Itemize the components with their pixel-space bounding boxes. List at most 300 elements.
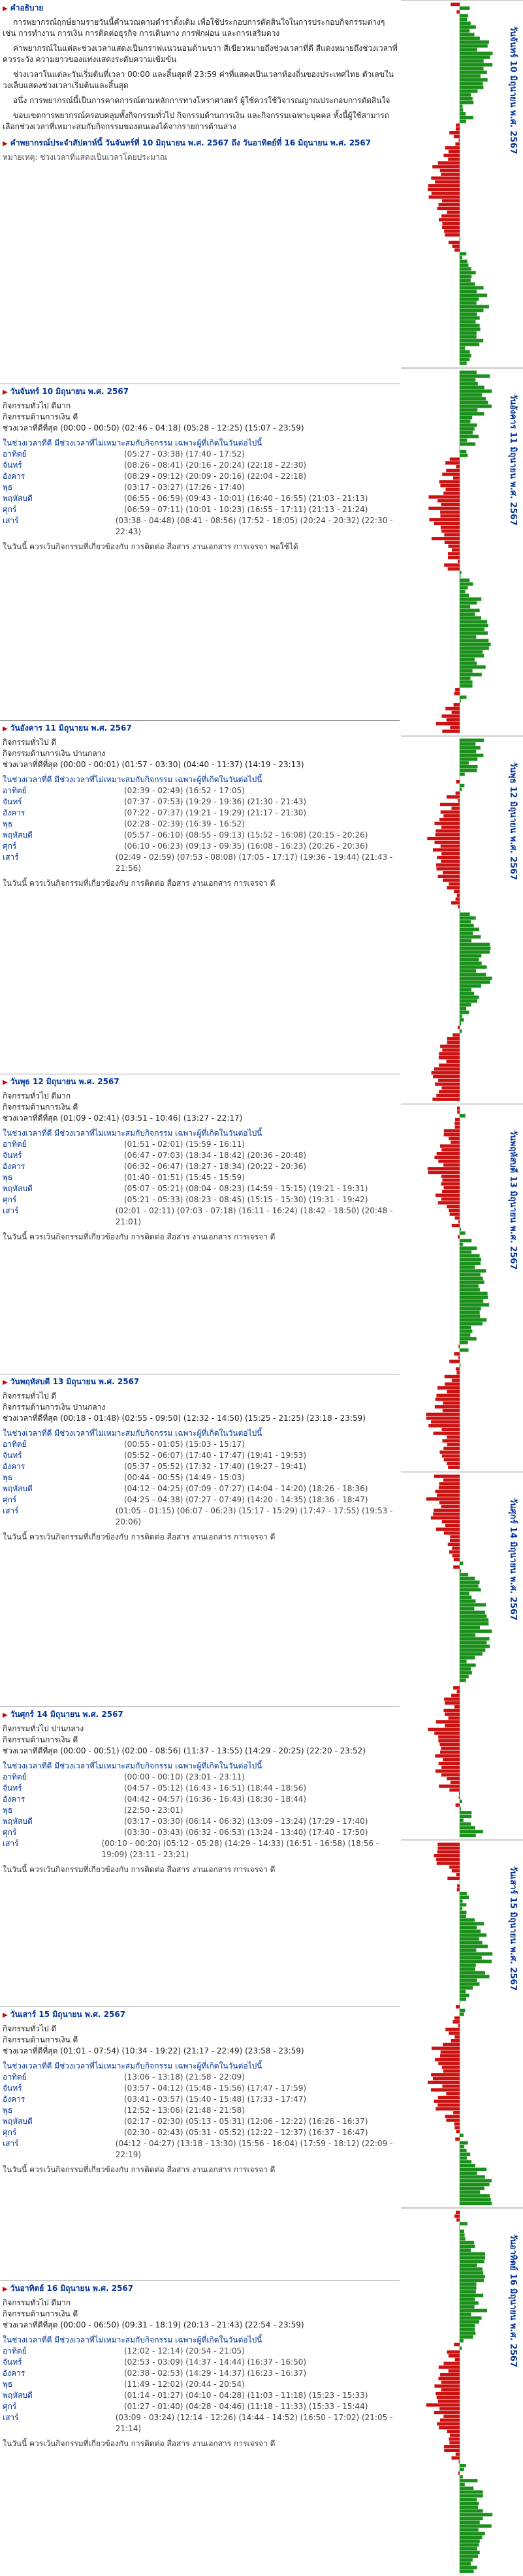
chart-bar	[460, 1926, 477, 1929]
weekday-row	[3, 2368, 398, 2379]
weekday-name: ศุกร์	[3, 1195, 17, 1204]
chart-bar	[441, 526, 460, 529]
chart-bar	[460, 1232, 466, 1235]
intro-paragraph: การพยากรณ์ฤกษ์ยามรายวันนี้คำนวณตามตำราดั้งเดิม เพื่อใช้ประกอบการตัดสินใจในการประกอบกิจกรรมต่างๆ เช่น การทำงาน การเงิน การติดต่อธุรกิจ การเดินทาง การพักผ่อน และการเสริมดวง	[3, 18, 385, 38]
chart-bar	[460, 2483, 465, 2486]
chart-bar	[460, 1341, 468, 1344]
chart-bar	[460, 2543, 479, 2547]
weekday-name: ศุกร์	[3, 1495, 17, 1504]
chart-bar	[460, 943, 490, 946]
weekday-times: (01:14 - 01:27) (04:10 - 04:28) (11:03 - 11:18) (15:23 - 15:33)	[124, 2391, 368, 2400]
chart-bar	[449, 1360, 460, 1363]
chart-bar	[460, 1900, 462, 1903]
chart-bar	[457, 1106, 460, 1110]
day-footer: ในวันนี้ ควรเว้นกิจกรรมที่เกี่ยวข้องกับ การติดต่อ สื่อสาร งานเอกสาร การเจรจา ดี	[3, 1232, 276, 1241]
chart-bar	[460, 2494, 483, 2497]
chart-bar	[460, 2464, 466, 2467]
weekday-name: พฤหัสบดี	[3, 494, 33, 503]
chart-bar	[460, 917, 476, 920]
chart-bar	[460, 271, 476, 274]
chart-bar	[460, 320, 475, 324]
weekday-times: (00:55 - 01:05) (15:03 - 15:17)	[124, 1440, 245, 1449]
chart-bar	[439, 1451, 460, 1454]
chart-bar	[434, 2100, 460, 2103]
chart-bar	[449, 2369, 460, 2372]
chart-bar	[460, 371, 477, 374]
weekday-times: (00:00 - 00:10) (23:01 - 23:11)	[124, 1772, 245, 1781]
chart-bar	[432, 192, 460, 195]
chart-bar	[445, 1724, 460, 1727]
chart-bar	[460, 2134, 464, 2137]
chart-bar	[460, 1247, 477, 1250]
weekday-times: (02:28 - 02:39) (16:39 - 16:52)	[124, 819, 245, 828]
chart-bar	[437, 2103, 460, 2106]
chart-bar	[443, 1709, 460, 1712]
weekday-row	[3, 830, 398, 841]
weekday-row	[3, 2346, 398, 2357]
chart-bar	[460, 1265, 475, 1269]
weekday-name: อังคาร	[3, 1795, 25, 1804]
weekday-times: (13:06 - 13:18) (21:58 - 22:09)	[124, 2072, 245, 2082]
weekday-times: (22:50 - 23:01)	[124, 1806, 183, 1815]
chart-bar	[437, 1862, 460, 1865]
weekday-name: เสาร์	[3, 2139, 19, 2148]
chart-bar	[454, 890, 460, 893]
chart-bar	[460, 742, 475, 746]
chart-bar	[428, 507, 460, 510]
chart-bar	[452, 1224, 460, 1227]
chart-bar	[442, 1048, 460, 1052]
chart-bar	[450, 1213, 460, 1216]
chart-bar	[436, 833, 460, 836]
chart-bar	[460, 404, 492, 408]
weekday-times: (12:02 - 12:14) (20:54 - 21:05)	[124, 2346, 245, 2356]
chart-bar	[460, 1644, 490, 1648]
chart-bar	[460, 427, 475, 431]
chart-bar	[460, 2290, 476, 2294]
chart-bar	[426, 1413, 460, 1416]
weekday-name: อาทิตย์	[3, 1440, 27, 1449]
chart-bar	[441, 826, 460, 829]
chart-bar	[439, 1056, 460, 1059]
chart-bar	[456, 10, 460, 14]
chart-bar	[448, 158, 460, 161]
chart-bar	[460, 59, 484, 63]
chart-bar	[460, 1007, 466, 1010]
chart-bar	[456, 123, 460, 127]
chart-bar	[460, 2198, 491, 2201]
chart-bar	[460, 2487, 473, 2490]
chart-bar	[460, 772, 465, 776]
weekday-row	[3, 1194, 398, 1205]
chart-bar	[460, 67, 484, 70]
day-note: ในช่วงเวลาที่ดี มีช่วงเวลาที่ไม่เหมาะสมกับกิจกรรม เฉพาะผู้ที่เกิดในวันต่อไปนี้	[3, 438, 262, 447]
chart-bar	[460, 14, 468, 17]
chart-bar	[460, 2562, 471, 2566]
chart-bar	[445, 1382, 460, 1386]
chart-bar	[460, 2160, 471, 2163]
chart-bar	[456, 1804, 460, 1807]
chart-bar	[451, 3, 460, 6]
chart-bar	[460, 2305, 475, 2309]
day-footer: ในวันนี้ ควรเว้นกิจกรรมที่เกี่ยวข้องกับ การติดต่อ สื่อสาร งานเอกสาร การเจรจา ดี	[3, 1532, 276, 1541]
weekday-name: อาทิตย์	[3, 449, 27, 459]
chart-bar	[460, 1807, 461, 1810]
weekday-row	[3, 1783, 398, 1794]
chart-bar	[460, 1648, 485, 1652]
chart-bar	[434, 1732, 460, 1735]
chart-bar	[434, 2411, 460, 2414]
chart-bar	[446, 2119, 460, 2122]
chart-bar	[454, 1122, 460, 1125]
day-title: ▶ วันจันทร์ 10 มิถุนายน พ.ศ. 2567	[3, 386, 398, 398]
chart-bar	[460, 1993, 469, 1997]
weekday-times: (00:44 - 00:55) (14:49 - 15:03)	[124, 1473, 245, 1482]
chart-bar	[438, 2377, 460, 2380]
chart-bar	[460, 1641, 486, 1644]
chart-bar	[431, 1516, 460, 1519]
chart-bar	[457, 894, 460, 897]
chart-bar	[460, 297, 479, 301]
chart-bar	[460, 2569, 473, 2573]
chart-bar	[438, 1739, 460, 1742]
weekday-row	[3, 841, 398, 852]
chart-bar	[460, 2267, 483, 2271]
chart-bar	[437, 1843, 460, 1846]
chart-bar	[437, 1847, 460, 1850]
chart-bar	[460, 1815, 471, 1818]
chart-bar	[460, 2202, 492, 2205]
chart-bar	[460, 2012, 464, 2016]
chart-bar	[460, 2230, 464, 2233]
chart-bar	[460, 2309, 487, 2312]
chart-bar	[438, 2400, 460, 2403]
chart-bar	[444, 533, 460, 536]
chart-bar	[445, 1701, 460, 1705]
chart-bar	[460, 605, 470, 608]
chart-bar	[447, 1443, 460, 1446]
chart-bar	[436, 867, 460, 870]
chart-bar	[460, 2558, 473, 2562]
weekday-name: อังคาร	[3, 1462, 25, 1471]
chart-bar	[457, 1888, 460, 1891]
chart-bar	[460, 450, 466, 453]
chart-bar	[460, 2316, 482, 2320]
chart-bar	[460, 673, 482, 676]
chart-bar	[444, 1129, 460, 1132]
chart-bar	[460, 294, 487, 297]
weekday-row	[3, 460, 398, 471]
chart-bar	[442, 2084, 460, 2087]
chart-bar	[448, 552, 460, 555]
weekday-row	[3, 504, 398, 515]
day-summary: ช่วงเวลาที่ดีที่สุด (00:18 - 01:48) (02:55 - 09:50) (12:32 - 14:50) (15:25 - 21:25) (23:18 - 23:59)	[3, 1414, 366, 1423]
chart-bar	[460, 2264, 477, 2267]
chart-bar	[460, 89, 478, 93]
chart-bar	[460, 2249, 471, 2252]
weekday-times: (02:39 - 02:49) (16:52 - 17:05)	[124, 786, 245, 795]
chart-bar	[460, 252, 466, 255]
chart-day-label: วันอังคาร 11 มิถุนายน พ.ศ. 2567	[508, 394, 518, 526]
day-section	[3, 1709, 398, 1875]
chart-bar	[458, 2472, 460, 2475]
chart-bar	[454, 2016, 460, 2020]
weekday-times: (03:30 - 03:43) (06:32 - 06:53) (13:24 - 13:40) (17:40 - 17:50)	[124, 1828, 368, 1837]
chart-bar	[455, 1216, 460, 1219]
weekday-row	[3, 2357, 398, 2368]
chart-bar	[460, 1243, 463, 1246]
weekday-name: อังคาร	[3, 808, 25, 817]
chart-bar	[444, 1697, 460, 1701]
chart-bar	[460, 70, 487, 74]
chart-bar	[460, 1010, 469, 1014]
chart-bar	[460, 2234, 465, 2237]
weekday-name: พฤหัสบดี	[3, 2117, 33, 2126]
day-section	[3, 1076, 398, 1243]
chart-bar	[460, 1997, 466, 2001]
chart-bar	[460, 928, 479, 931]
day-summary: กิจกรรมทั่วไป ดีมาก	[3, 2298, 71, 2307]
chart-bar	[460, 699, 461, 703]
weekday-row	[3, 1772, 398, 1783]
chart-bar	[460, 74, 481, 78]
weekday-row	[3, 785, 398, 796]
chart-bar	[460, 613, 475, 616]
weekday-name: อังคาร	[3, 2095, 25, 2104]
chart-bar	[452, 1547, 460, 1550]
chart-bar	[436, 829, 460, 832]
chart-bar	[439, 1743, 460, 1746]
chart-bar	[459, 139, 460, 142]
chart-bar	[456, 791, 460, 795]
day-summary: กิจกรรมทั่วไป ดีมาก	[3, 401, 71, 410]
chart-bar	[460, 947, 490, 950]
chart-bar	[442, 1439, 460, 1442]
chart-bar	[460, 1022, 461, 1025]
chart-bar	[460, 286, 484, 289]
chart-bar	[457, 1690, 460, 1693]
chart-bar	[460, 2521, 480, 2524]
chart-bar	[450, 1535, 460, 1538]
weekday-times: (01:27 - 01:40) (04:28 - 04:46) (11:18 - 11:33) (15:33 - 15:44)	[124, 2402, 368, 2411]
chart-bar	[447, 1435, 460, 1438]
chart-bar	[460, 18, 467, 21]
chart-bar	[458, 799, 460, 802]
chart-bar	[460, 1114, 466, 1117]
chart-bar	[456, 898, 460, 901]
chart-bar	[460, 2183, 490, 2186]
chart-bar	[460, 2252, 485, 2256]
chart-bar	[460, 1990, 466, 1993]
chart-bar	[460, 1978, 477, 1982]
chart-bar	[459, 2460, 460, 2463]
chart-bar	[460, 1830, 483, 1833]
chart-bar	[460, 282, 475, 286]
chart-bar	[460, 1607, 474, 1610]
chart-bar	[460, 2539, 480, 2543]
chart-bar	[459, 1792, 460, 1795]
chart-bar	[447, 1462, 460, 1465]
intro-section	[3, 3, 398, 163]
chart-bar	[441, 852, 460, 855]
chart-bar	[460, 1318, 486, 1322]
chart-bar	[460, 290, 477, 293]
chart-bar	[440, 169, 460, 172]
weekday-row	[3, 1461, 398, 1472]
weekday-times: (05:57 - 06:10) (08:55 - 09:13) (15:52 - 16:08) (20:15 - 20:26)	[124, 830, 368, 840]
chart-bar	[452, 1869, 460, 1872]
weekday-name: อังคาร	[3, 1162, 25, 1171]
chart-bar	[460, 973, 486, 976]
weekday-name: ศุกร์	[3, 2402, 17, 2411]
day-summary: กิจกรรมทั่วไป ดี	[3, 738, 57, 747]
chart-bar	[439, 818, 460, 821]
chart-day-label: วันศุกร์ 14 มิถุนายน พ.ศ. 2567	[508, 1498, 518, 1621]
chart-bar	[460, 676, 471, 680]
chart-bar	[441, 1197, 460, 1200]
chart-bar	[460, 412, 484, 416]
chart-day-label: วันอาทิตย์ 16 มิถุนายน พ.ศ. 2567	[508, 2234, 518, 2367]
day-footer: ในวันนี้ ควรเว้นกิจกรรมที่เกี่ยวข้องกับ การติดต่อ สื่อสาร งานเอกสาร การเจรจา ดี	[3, 2165, 276, 2174]
weekday-name: จันทร์	[3, 461, 22, 470]
chart-bar	[454, 249, 460, 252]
chart-bar	[460, 1659, 467, 1663]
chart-bar	[460, 924, 474, 927]
chart-bar	[460, 1329, 472, 1333]
chart-bar	[460, 939, 471, 942]
chart-bar	[456, 2218, 460, 2221]
chart-bar	[460, 2506, 478, 2509]
weekday-row	[3, 2138, 398, 2160]
chart-bar	[460, 969, 476, 973]
chart-bar	[443, 2362, 460, 2365]
weekday-row	[3, 1472, 398, 1483]
chart-bar	[428, 1167, 460, 1170]
weekday-times: (03:17 - 03:30) (06:14 - 06:32) (13:09 - 13:24) (17:29 - 17:40)	[124, 1817, 368, 1826]
chart-bar	[452, 1554, 460, 1557]
chart-bar	[454, 692, 460, 695]
weekday-times: (05:07 - 05:21) (08:04 - 08:23) (14:59 - 15:15) (19:21 - 19:31)	[124, 1184, 368, 1193]
chart-bar	[460, 1656, 475, 1659]
chart-bar	[460, 431, 473, 434]
chart-bar	[439, 1486, 460, 1489]
chart-bar	[460, 950, 490, 954]
chart-bar	[460, 40, 489, 44]
chart-bar	[445, 461, 460, 464]
chart-bar	[432, 2047, 460, 2050]
chart-bar	[434, 2384, 460, 2387]
weekday-row	[3, 819, 398, 830]
weekday-times: (12:52 - 13:06) (21:48 - 21:58)	[124, 2106, 245, 2115]
chart-bar	[460, 1637, 490, 1641]
chart-bar	[458, 2024, 460, 2027]
chart-bar	[440, 1144, 460, 1147]
chart-bar	[460, 2241, 474, 2244]
chart-bar	[460, 2282, 477, 2286]
chart-bar	[460, 2335, 473, 2339]
chart-bar	[460, 25, 476, 29]
chart-bar	[460, 389, 492, 393]
chart-bar	[445, 2028, 460, 2031]
chart-bar	[460, 78, 488, 82]
weekday-times: (05:52 - 06:07) (17:40 - 17:47) (19:41 - 19:53)	[124, 1451, 307, 1460]
chart-bar	[460, 361, 467, 365]
chart-bar	[439, 1052, 460, 1055]
weekday-row	[3, 2390, 398, 2401]
chart-bar	[450, 2434, 460, 2437]
chart-bar	[460, 2524, 492, 2528]
chart-bar	[460, 2532, 485, 2535]
chart-bar	[460, 256, 462, 259]
chart-bar	[436, 2392, 460, 2395]
chart-bar	[427, 837, 460, 840]
weekday-times: (05:21 - 05:33) (08:23 - 08:45) (15:15 - 15:30) (19:31 - 19:42)	[124, 1195, 368, 1204]
day-note: ในช่วงเวลาที่ดี มีช่วงเวลาที่ไม่เหมาะสมกับกิจกรรม เฉพาะผู้ที่เกิดในวันต่อไปนี้	[3, 775, 262, 784]
chart-bar	[442, 1454, 460, 1457]
chart-bar	[441, 1086, 460, 1089]
chart-bar	[453, 1566, 460, 1569]
chart-bar	[441, 173, 460, 176]
chart-bar	[460, 2479, 477, 2482]
chart-bar	[460, 2271, 483, 2275]
chart-bar	[436, 1394, 460, 1397]
chart-bar	[428, 2081, 460, 2084]
chart-bar	[460, 2145, 464, 2148]
day-title: ▶ วันพุธ 12 มิถุนายน พ.ศ. 2567	[3, 1076, 398, 1088]
chart-bar	[445, 707, 460, 710]
chart-bar	[460, 408, 477, 412]
chart-bar	[436, 1398, 460, 1401]
weekday-row	[3, 1805, 398, 1816]
chart-bar	[460, 2245, 475, 2248]
chart-bar	[460, 1629, 492, 1633]
chart-bar	[460, 97, 473, 100]
chart-bar	[460, 661, 477, 665]
chart-bar	[460, 738, 484, 742]
weekday-name: เสาร์	[3, 1839, 19, 1848]
chart-bar	[433, 1075, 460, 1078]
chart-bar	[460, 1603, 486, 1607]
chart-bar	[438, 1735, 460, 1738]
day-summary: กิจกรรมด้านการเงิน ปานกลาง	[3, 749, 106, 758]
chart-column	[401, 0, 523, 2576]
weekday-times: (03:38 - 04:48) (08:41 - 08:56) (17:52 - 18:05) (20:24 - 20:32) (22:30 - 22:43)	[115, 516, 393, 536]
chart-bar	[452, 711, 460, 714]
chart-bar	[428, 1728, 460, 1731]
intro-paragraph: ช่วงเวลาในแต่ละวันเริ่มต้นที่เวลา 00:00 และสิ้นสุดที่ 23:59 ค่าที่แสดงเป็นเวลาท้องถิ่นของประเทศไทย ตัวเลขในวงเล็บแสดงช่วงเวลาเริ่มต้นและสิ้นสุด	[3, 70, 394, 90]
chart-bar	[460, 1314, 480, 1318]
chart-bar	[460, 1922, 484, 1925]
chart-bar	[460, 1652, 483, 1656]
chart-bar	[449, 882, 460, 885]
section-divider	[0, 1706, 400, 1707]
chart-bar	[449, 1550, 460, 1553]
chart-bar	[460, 586, 468, 589]
chart-bar	[460, 1014, 462, 1018]
chart-bar	[460, 29, 469, 33]
weekday-name: พฤหัสบดี	[3, 1484, 33, 1493]
chart-bar	[460, 260, 468, 263]
chart-bar	[460, 2320, 479, 2324]
weekday-row	[3, 2072, 398, 2083]
chart-bar	[441, 1175, 460, 1178]
weekday-name: อังคาร	[3, 472, 25, 481]
chart-bar	[434, 1509, 460, 1512]
chart-day-label: วันพุธ 12 มิถุนายน พ.ศ. 2567	[508, 762, 518, 881]
chart-bar	[438, 1079, 460, 1082]
chart-bar	[460, 2502, 479, 2505]
weekday-row	[3, 449, 398, 460]
